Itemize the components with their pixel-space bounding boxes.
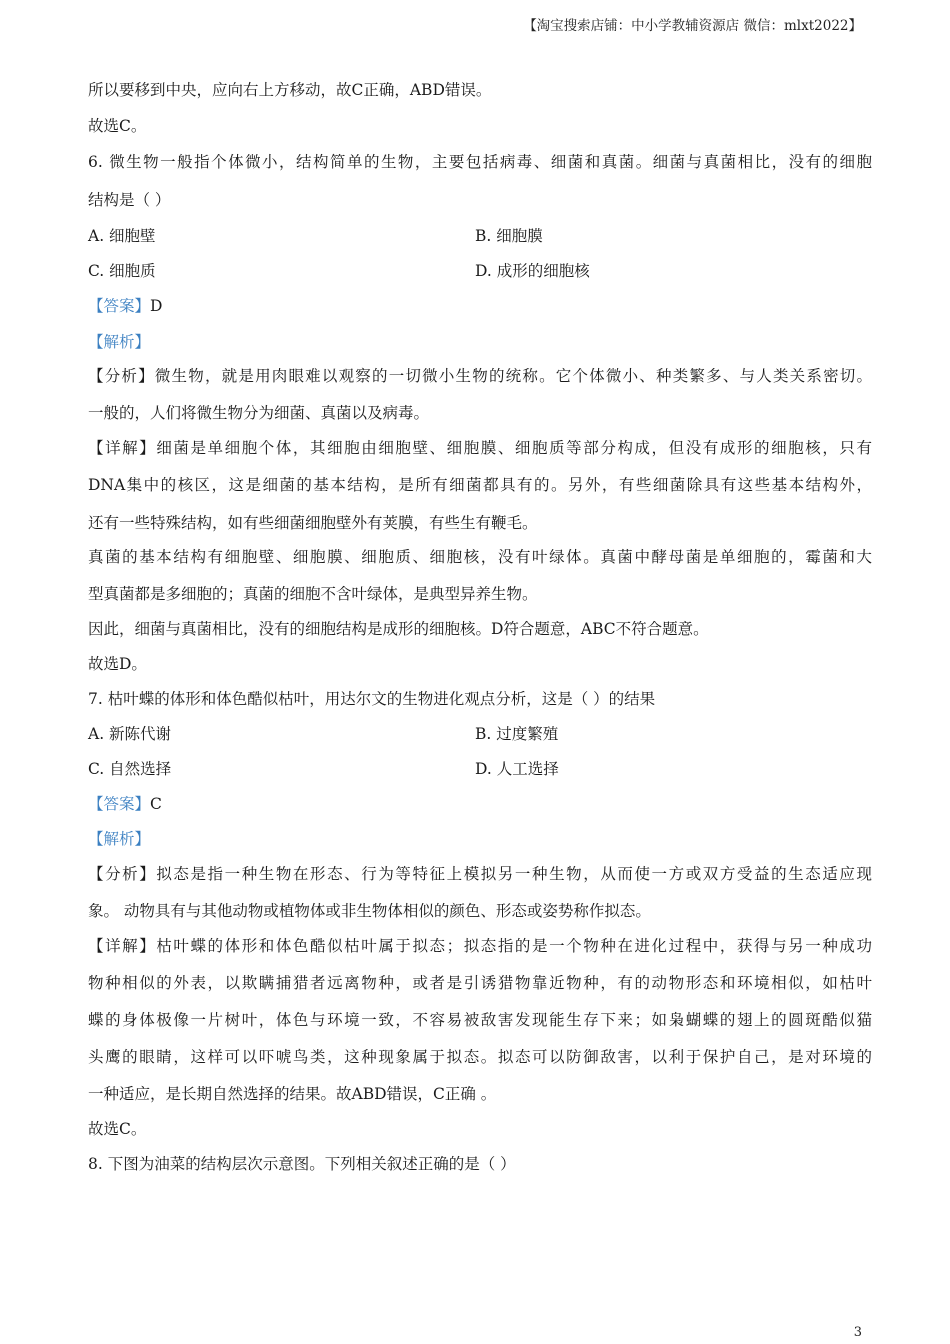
- answer-tag: 【答案】: [88, 297, 151, 315]
- question-7-stem: 7. 枯叶蝶的体形和体色酷似枯叶，用达尔文的生物进化观点分析，这是（ ）的结果: [88, 690, 656, 708]
- text-line: 一种适应，是长期自然选择的结果。故ABD错误，C正确 。: [88, 1085, 497, 1103]
- q6-answer: [88, 294, 162, 316]
- q6-detail: [88, 436, 872, 458]
- analysis-text: 微生物，就是用肉眼难以观察的一切微小生物的统称。它个体微小、种类繁多、与人类关系密切。: [154, 367, 872, 385]
- q6-option-a: A. 细胞壁: [88, 227, 156, 245]
- q6-analysis: [88, 364, 872, 386]
- answer-tag: 【答案】: [88, 795, 151, 813]
- q6-option-d: D. 成形的细胞核: [475, 262, 590, 280]
- q7-option-a: A. 新陈代谢: [88, 725, 172, 743]
- answer-value: D: [150, 297, 163, 315]
- detail-tag: 【详解】: [88, 937, 157, 955]
- q7-option-c: C. 自然选择: [88, 760, 172, 778]
- q6-explanation-tag: 【解析】: [88, 333, 151, 351]
- q7-analysis: [88, 862, 872, 884]
- detail-tag: 【详解】: [88, 439, 157, 457]
- answer-value: C: [150, 795, 162, 813]
- analysis-tag: 【分析】: [88, 865, 157, 883]
- text-line: 蝶的身体极像一片树叶，体色与环境一致，不容易被敌害发现能生存下来；如枭蝴蝶的翅上的圆斑酷似猫: [88, 1011, 872, 1029]
- text-line: 头鹰的眼睛，这样可以吓唬鸟类，这种现象属于拟态。拟态可以防御敌害，以利于保护自己，是对环境的: [88, 1048, 872, 1066]
- q6-option-c: C. 细胞质: [88, 262, 156, 280]
- text-line: 真菌的基本结构有细胞壁、细胞膜、细胞质、细胞核，没有叶绿体。真菌中酵母菌是单细胞的，霉菌和大: [88, 548, 872, 566]
- text-line: 所以要移到中央，应向右上方移动，故C正确，ABD错误。: [88, 81, 492, 99]
- text-line: 型真菌都是多细胞的；真菌的细胞不含叶绿体，是典型异养生物。: [88, 585, 538, 603]
- question-8-stem: 8. 下图为油菜的结构层次示意图。下列相关叙述正确的是（ ）: [88, 1155, 516, 1173]
- q7-explanation-tag: 【解析】: [88, 830, 151, 848]
- text-line: 因此，细菌与真菌相比，没有的细胞结构是成形的细胞核。D符合题意，ABC不符合题意。: [88, 620, 709, 638]
- text-line: DNA集中的核区，这是细菌的基本结构，是所有细菌都具有的。另外，有些细菌除具有这些基本结构外，: [88, 476, 872, 494]
- analysis-text: 拟态是指一种生物在形态、行为等特征上模拟另一种生物，从而使一方或双方受益的生态适应现: [156, 865, 872, 883]
- page-number: 3: [853, 1325, 862, 1340]
- question-6-stem-cont: 结构是（ ）: [88, 191, 171, 209]
- question-6-stem: 6. 微生物一般指个体微小，结构简单的生物，主要包括病毒、细菌和真菌。细菌与真菌相比，没有的细胞: [88, 153, 872, 171]
- q7-answer: [88, 792, 162, 814]
- detail-text: 细菌是单细胞个体，其细胞由细胞壁、细胞膜、细胞质等部分构成，但没有成形的细胞核，只有: [156, 439, 872, 457]
- text-line: 物种相似的外表，以欺瞒捕猎者远离物种，或者是引诱猎物靠近物种，有的动物形态和环境相似，如枯叶: [88, 974, 872, 992]
- q7-option-b: B. 过度繁殖: [475, 725, 559, 743]
- q6-option-b: B. 细胞膜: [475, 227, 543, 245]
- text-line: 象。 动物具有与其他动物或植物体或非生物体相似的颜色、形态或姿势称作拟态。: [88, 902, 651, 920]
- text-line: 故选C。: [88, 117, 147, 135]
- text-line: 故选D。: [88, 655, 147, 673]
- text-line: 故选C。: [88, 1120, 147, 1138]
- q7-option-d: D. 人工选择: [475, 760, 559, 778]
- detail-text: 枯叶蝶的体形和体色酷似枯叶属于拟态；拟态指的是一个物种在进化过程中，获得与另一种成功: [156, 937, 872, 955]
- text-line: 一般的，人们将微生物分为细菌、真菌以及病毒。: [88, 404, 430, 422]
- analysis-tag: 【分析】: [88, 367, 155, 385]
- text-line: 还有一些特殊结构，如有些细菌细胞壁外有荚膜，有些生有鞭毛。: [88, 514, 538, 532]
- page-header: 【淘宝搜索店铺：中小学教辅资源店 微信：mlxt2022】: [523, 18, 862, 34]
- q7-detail: [88, 934, 872, 956]
